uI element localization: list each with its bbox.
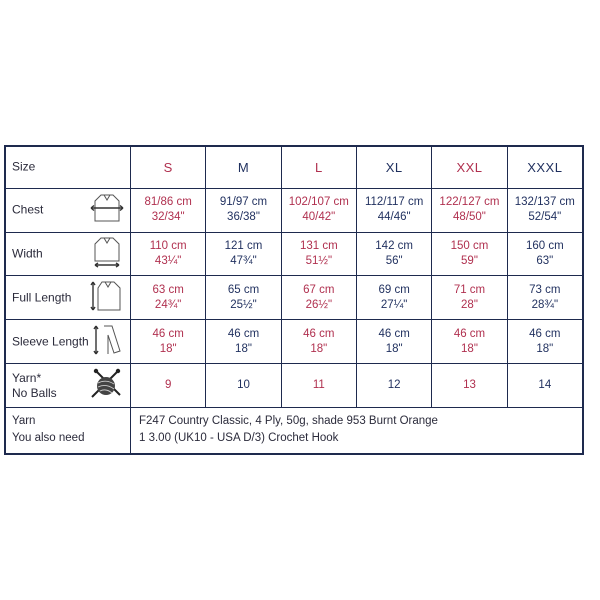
sleeve-length-icon [90,323,124,361]
row-label-cell [6,320,131,364]
value-cell [356,232,431,276]
header-row [6,147,583,189]
yarn-count-cell: 10 [206,364,281,408]
inch-value: 24¾" [154,298,182,311]
width-garment-icon [90,236,124,272]
value-cell [507,276,582,320]
row-label: Chest [12,202,44,217]
inch-value: 18" [310,342,328,355]
inch-value: 48/50" [453,211,486,224]
inch-value: 28¾" [531,298,559,311]
row-label-cell [6,364,131,408]
value-cell [432,232,507,276]
value-cell [281,320,356,364]
size-heading-s: S [131,147,206,189]
cm-value: 63 cm [152,283,184,296]
inch-value: 43¼" [154,255,182,268]
inch-value: 32/34" [151,211,185,224]
inch-value: 56" [385,255,403,268]
size-header-label: Size [12,159,36,174]
cm-value: 110 cm [149,240,187,253]
row-label: Sleeve Length [12,334,89,349]
cm-value: 73 cm [529,283,561,296]
value-cell [206,188,281,232]
cm-value: 81/86 cm [144,196,192,209]
value-cell [131,232,206,276]
cm-value: 121 cm [224,240,263,253]
inch-value: 26½" [305,298,333,311]
yarn-label: Yarn* [12,370,42,385]
yarn-footer-label: Yarn [12,415,36,428]
inch-value: 44/46" [377,211,411,224]
inch-value: 18" [235,342,252,355]
value-cell [432,320,507,364]
inch-value: 18" [536,342,554,355]
yarn-count-cell: 12 [356,364,431,408]
cm-value: 46 cm [453,327,486,340]
inch-value: 18" [159,342,177,355]
inch-value: 36/38" [227,211,260,224]
inch-value: 40/42" [302,211,336,224]
footer-row [6,407,583,453]
cm-value: 71 cm [453,283,486,296]
inch-value: 18" [461,342,478,355]
measurement-row-width [6,232,583,276]
size-chart-card [4,145,584,455]
value-cell [206,232,281,276]
cm-value: 112/117 cm [364,196,424,209]
yarn-count-cell: 14 [507,364,582,408]
inch-value: 28" [461,298,478,311]
row-label: Width [12,246,43,261]
yarn-count-cell: 9 [131,364,206,408]
size-heading-xxl: XXL [432,147,507,189]
inch-value: 47¾" [230,255,257,268]
inch-value: 18" [385,342,403,355]
size-heading-xxxl: XXXL [507,147,582,189]
cm-value: 91/97 cm [219,196,268,209]
inch-value: 63" [536,255,554,268]
value-cell [507,320,582,364]
value-cell [432,188,507,232]
yarn-balls-row [6,364,583,408]
cm-value: 131 cm [299,240,338,253]
crochet-hook-details: 1 3.00 (UK10 - USA D/3) Crochet Hook [139,432,339,445]
cm-value: 122/127 cm [439,196,500,209]
cm-value: 46 cm [378,327,410,340]
inch-value: 25½" [230,298,257,311]
yarn-details: F247 Country Classic, 4 Ply, 50g, shade 953 Burnt Orange [139,415,438,428]
row-label [12,371,57,401]
size-heading-l: L [281,147,356,189]
size-heading-xl: XL [356,147,431,189]
cm-value: 150 cm [450,240,489,253]
measurement-row-full-length [6,276,583,320]
value-cell [281,188,356,232]
full-length-garment-icon [90,279,124,317]
inch-value: 27¼" [380,298,408,311]
value-cell [356,188,431,232]
inch-value: 52/54" [528,211,562,224]
value-cell [356,320,431,364]
cm-value: 69 cm [378,283,410,296]
cm-value: 46 cm [303,327,335,340]
cm-value: 46 cm [529,327,561,340]
yarn-ball-needles-icon [88,367,124,405]
cm-value: 67 cm [303,283,335,296]
value-cell [206,320,281,364]
yarn-count-cell: 13 [432,364,507,408]
row-label-cell [6,188,131,232]
chest-width-garment-icon [90,192,124,228]
no-balls-label: No Balls [12,385,57,400]
value-cell [131,276,206,320]
cm-value: 142 cm [375,240,413,253]
also-need-label: You also need [12,432,85,445]
measurement-row-chest [6,188,583,232]
row-label-cell [6,232,131,276]
size-chart-table [5,146,583,454]
size-heading-m: M [206,147,281,189]
footer-details-cell [131,407,583,453]
inch-value: 51½" [305,255,333,268]
value-cell [507,188,582,232]
value-cell [356,276,431,320]
row-label-cell [6,276,131,320]
value-cell [432,276,507,320]
cm-value: 46 cm [227,327,260,340]
value-cell [507,232,582,276]
measurement-row-sleeve-length [6,320,583,364]
inch-value: 59" [461,255,478,268]
value-cell [131,320,206,364]
yarn-count-cell: 11 [281,364,356,408]
cm-value: 102/107 cm [288,196,349,209]
value-cell [131,188,206,232]
cm-value: 65 cm [227,283,260,296]
cm-value: 160 cm [525,240,564,253]
row-label: Full Length [12,290,72,305]
cm-value: 132/137 cm [514,196,575,209]
value-cell [206,276,281,320]
value-cell [281,232,356,276]
size-header-cell [6,147,131,189]
cm-value: 46 cm [152,327,184,340]
value-cell [281,276,356,320]
footer-labels-cell [6,407,131,453]
